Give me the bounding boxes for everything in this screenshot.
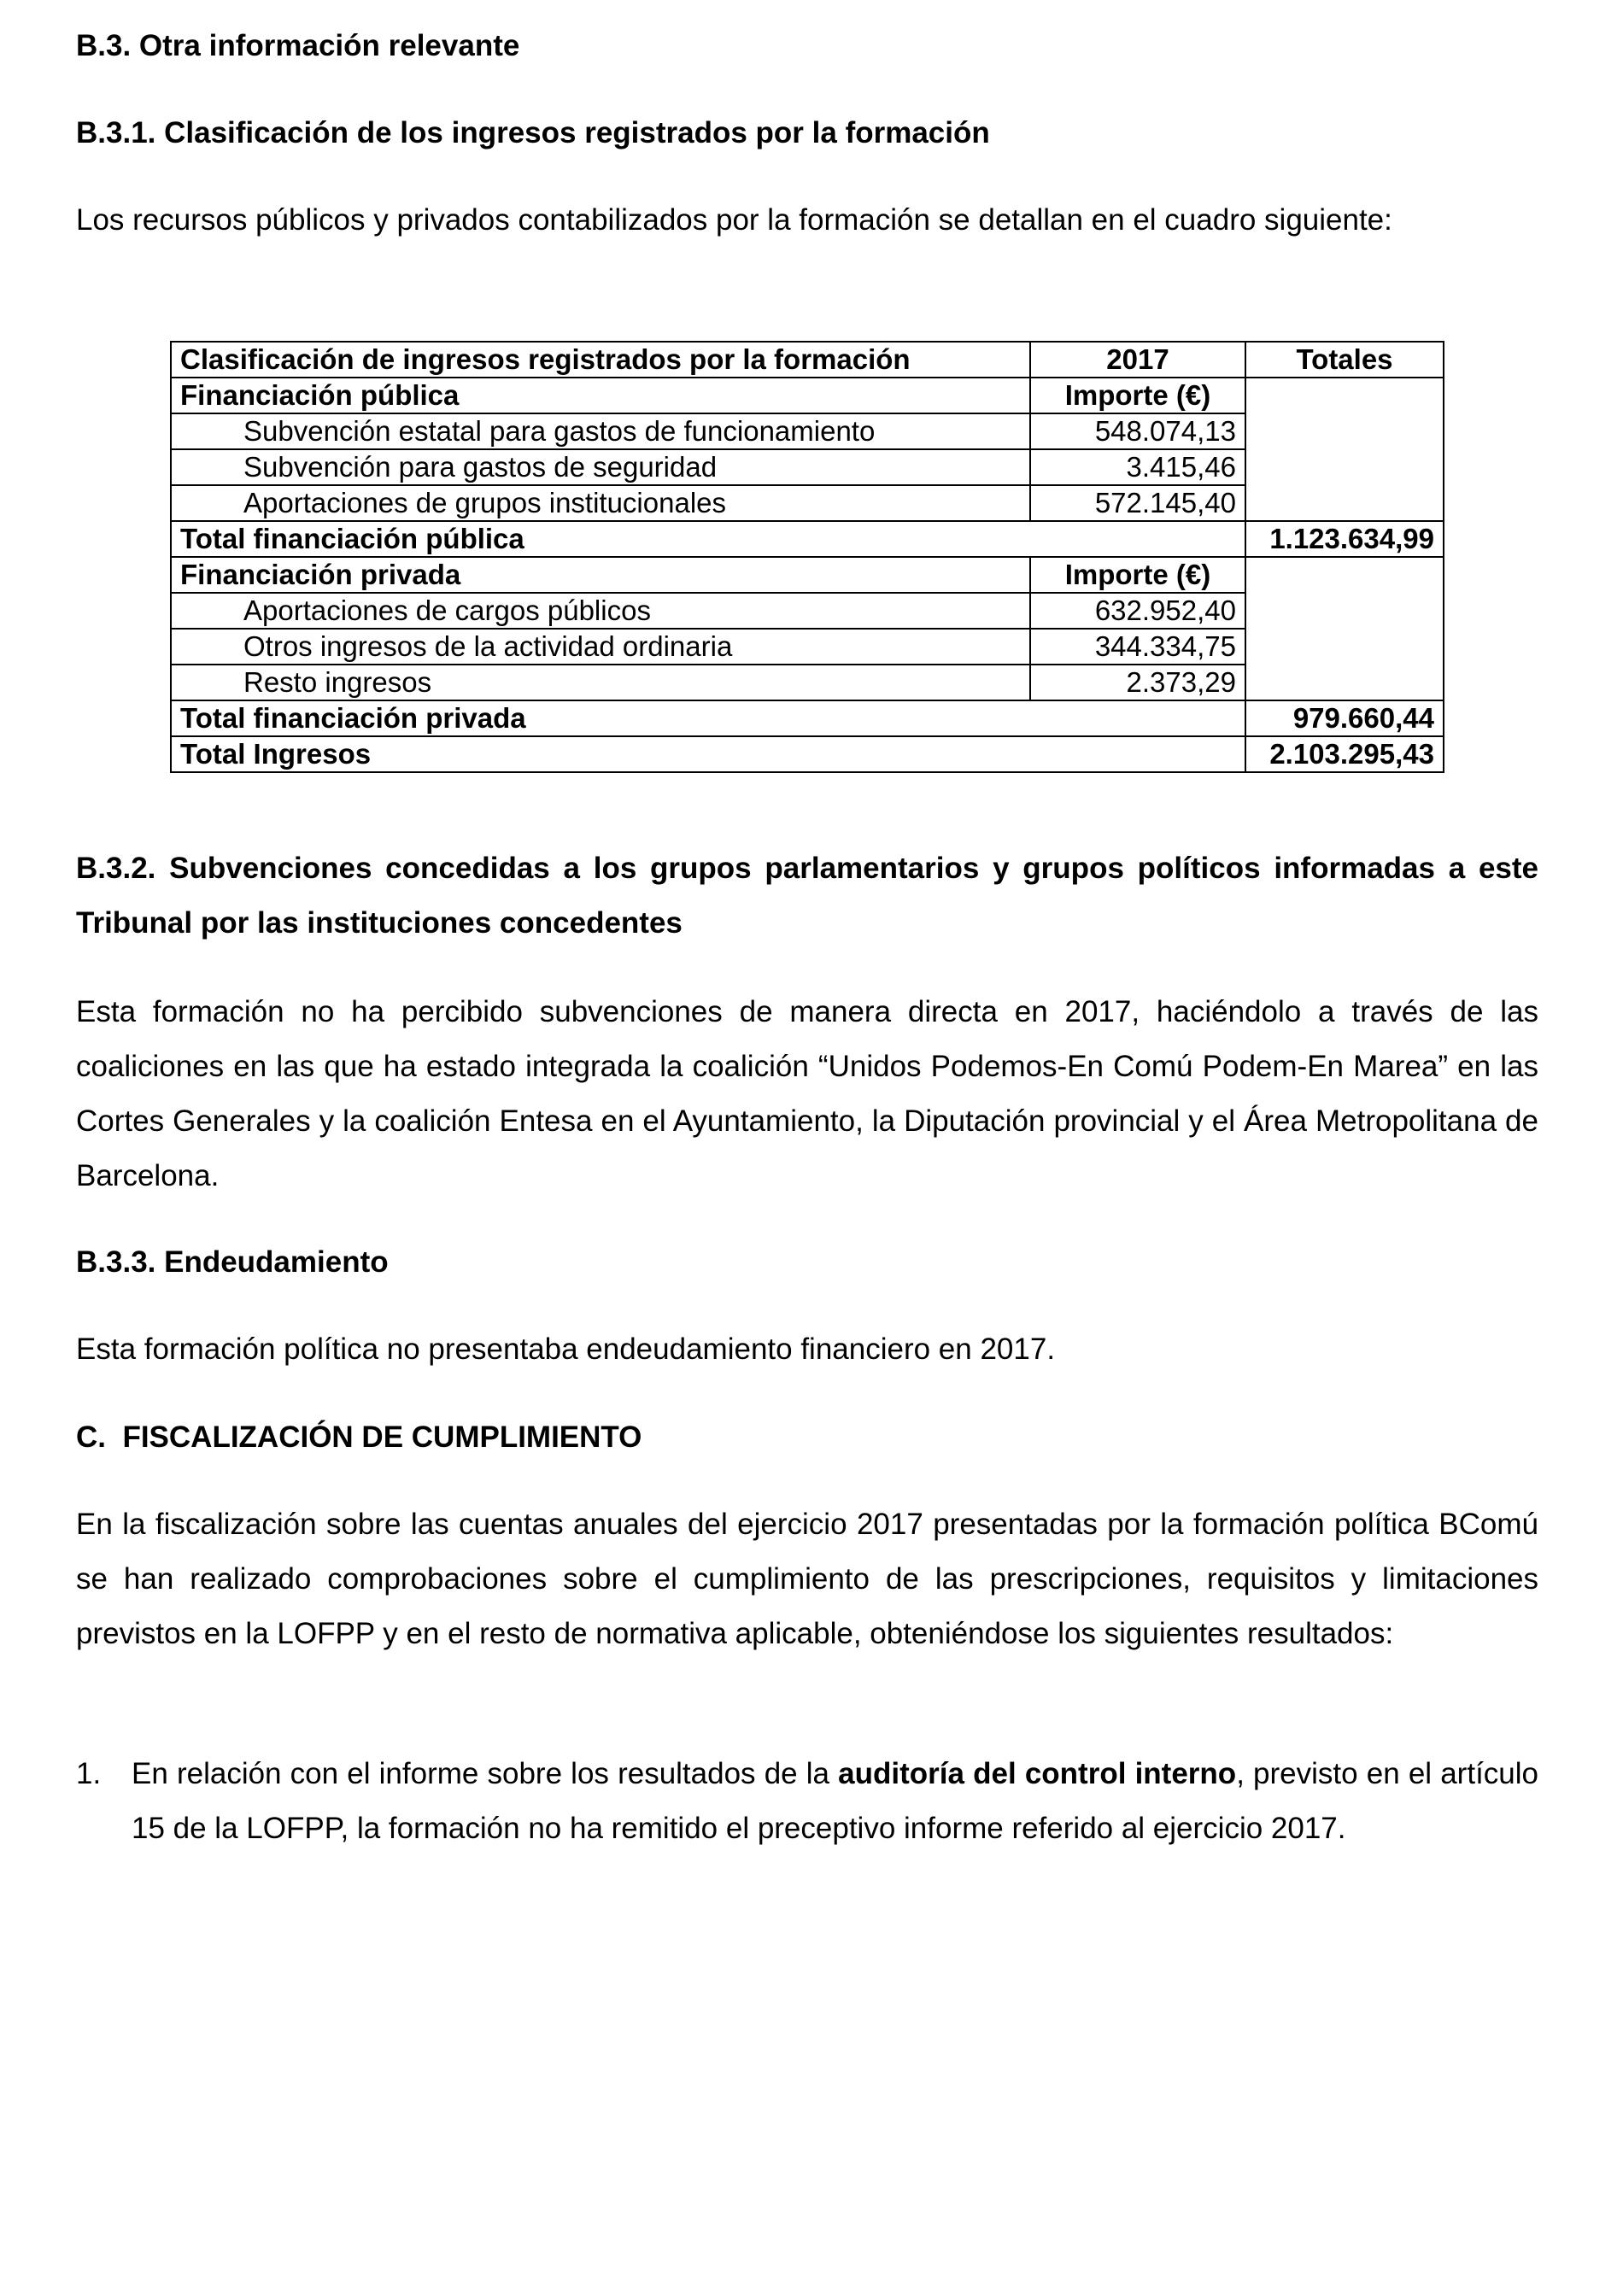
section-b3-title: B.3. Otra información relevante: [76, 29, 520, 62]
table-row-privada-header: [171, 557, 1444, 593]
publica-totals-spacer: [1245, 378, 1444, 521]
row-value: 548.074,13: [1030, 413, 1245, 449]
table-header-year: 2017: [1030, 342, 1245, 378]
table-row-grand-total: [171, 736, 1444, 772]
publica-unit: Importe (€): [1030, 378, 1245, 413]
row-label: Aportaciones de cargos públicos: [171, 593, 1030, 629]
table-header-row: [171, 342, 1444, 378]
list-item-text-bold: auditoría del control interno: [838, 1757, 1237, 1790]
row-value: 2.373,29: [1030, 665, 1245, 700]
row-value: 632.952,40: [1030, 593, 1245, 629]
row-label: Subvención para gastos de seguridad: [171, 449, 1030, 485]
section-c-title: C. FISCALIZACIÓN DE CUMPLIMIENTO: [76, 1420, 642, 1454]
publica-total-label: Total financiación pública: [171, 521, 1245, 557]
row-value: 344.334,75: [1030, 629, 1245, 665]
privada-unit: Importe (€): [1030, 557, 1245, 593]
section-b32-title: B.3.2. Subvenciones concedidas a los grupos parlamentarios y grupos políticos informadas a este Tribunal por las instituciones concedentes: [76, 852, 1538, 940]
table-row-publica-header: [171, 378, 1444, 413]
section-b33-title: B.3.3. Endeudamiento: [76, 1245, 389, 1279]
privada-total-value: 979.660,44: [1245, 700, 1444, 736]
row-label: Resto ingresos: [171, 665, 1030, 700]
privada-totals-spacer: [1245, 557, 1444, 700]
grand-total-value: 2.103.295,43: [1245, 736, 1444, 772]
section-b33-text: Esta formación política no presentaba endeudamiento financiero en 2017.: [76, 1332, 1056, 1366]
table-row-privada-total: [171, 700, 1444, 736]
list-item-text: [132, 1747, 1538, 1856]
row-label: Otros ingresos de la actividad ordinaria: [171, 629, 1030, 665]
income-classification-table: [170, 341, 1444, 773]
section-c-text: En la fiscalización sobre las cuentas anuales del ejercicio 2017 presentadas por la formación política BComú se han realizado comprobaciones sobre el cumplimiento de las prescripciones, requisitos y limitaciones previstos en la LOFPP y en el resto de normativa aplicable, obteniéndose los siguientes resultados:: [76, 1508, 1538, 1650]
list-item-number: 1.: [76, 1757, 102, 1790]
section-b31-title: B.3.1. Clasificación de los ingresos registrados por la formación: [76, 116, 990, 149]
table-header-classification: Clasificación de ingresos registrados por la formación: [171, 342, 1030, 378]
list-item-text-pre: En relación con el informe sobre los resultados de la: [132, 1757, 839, 1790]
table-row-publica-total: [171, 521, 1444, 557]
section-b32-text: Esta formación no ha percibido subvenciones de manera directa en 2017, haciéndolo a través de las coaliciones en las que ha estado integrada la coalición “Unidos Podemos-En Comú Podem-En Marea” en las Cortes Generales y la coalición Entesa en el Ayuntamiento, la Diputación provincial y el Área Metropolitana de Barcelona.: [76, 995, 1538, 1192]
privada-total-label: Total financiación privada: [171, 700, 1245, 736]
row-value: 3.415,46: [1030, 449, 1245, 485]
row-value: 572.145,40: [1030, 485, 1245, 521]
publica-label: Financiación pública: [171, 378, 1030, 413]
privada-label: Financiación privada: [171, 557, 1030, 593]
table-header-totals: Totales: [1245, 342, 1444, 378]
publica-total-value: 1.123.634,99: [1245, 521, 1444, 557]
row-label: Aportaciones de grupos institucionales: [171, 485, 1030, 521]
list-item: [76, 1747, 1538, 1856]
grand-total-label: Total Ingresos: [171, 736, 1245, 772]
section-b31-intro: Los recursos públicos y privados contabilizados por la formación se detallan en el cuadro siguiente:: [76, 203, 1392, 237]
row-label: Subvención estatal para gastos de funcionamiento: [171, 413, 1030, 449]
list-item-text-post: , previsto en el artículo 15 de la LOFPP, la formación no ha remitido el preceptivo informe referido al ejercicio 2017.: [132, 1757, 1538, 1845]
